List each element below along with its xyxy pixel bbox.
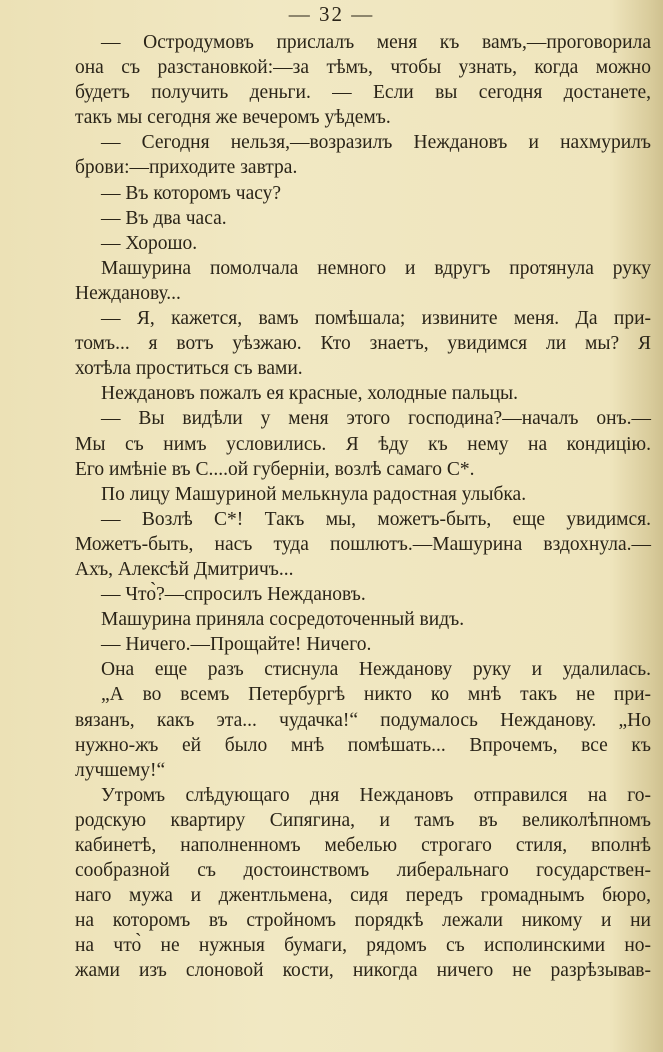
text-line: сообразной съ достоинствомъ либеральнаго государствен- — [75, 860, 651, 882]
text-line: Мы съ нимъ условились. Я ѣду къ нему на кондицію. — [75, 433, 651, 455]
text-line: — Хорошо. — [101, 232, 198, 254]
text-line: — Что̀?—спросилъ Неждановъ. — [101, 584, 366, 606]
text-line: — Вы видѣли у меня этого господина?—началъ онъ.— — [101, 408, 651, 430]
text-line: нужно-жъ ей было мнѣ помѣшать... Впрочемъ, все къ — [75, 734, 651, 756]
text-line: лучшему!“ — [75, 759, 166, 781]
text-line: кабинетѣ, наполненномъ мебелью строгаго стиля, вполнѣ — [75, 835, 651, 856]
text-line: — Я, кажется, вамъ помѣшала; извините меня. Да при- — [101, 308, 651, 330]
text-line: томъ... я вотъ уѣзжаю. Кто знаетъ, увидимся ли мы? Я — [75, 333, 651, 355]
text-line: — Остродумовъ прислалъ меня къ вамъ,—проговорила — [101, 32, 651, 53]
text-line: — Въ два часа. — [101, 207, 227, 229]
text-line: Машурина приняла сосредоточенный видъ. — [101, 609, 465, 631]
text-line: Можетъ-быть, насъ туда пошлютъ.—Машурина вздохнула.— — [75, 533, 651, 555]
text-line: — Возлѣ С*! Такъ мы, можетъ-быть, еще увидимся. — [101, 508, 651, 530]
text-line: По лицу Машуриной мелькнула радостная улыбка. — [101, 483, 527, 505]
text-line: на что̀ не нужныя бумаги, рядомъ съ исполинскими но- — [75, 935, 651, 957]
text-line: „А во всемъ Петербургѣ никто ко мнѣ такъ не при- — [101, 684, 651, 706]
text-line: брови:—приходите завтра. — [75, 157, 298, 179]
text-line: она съ разстановкой:—за тѣмъ, чтобы узнать, когда можно — [75, 57, 651, 79]
text-line: жами изъ слоновой кости, никогда ничего не разрѣзывав- — [75, 960, 651, 982]
text-line: родскую квартиру Сипягина, и тамъ въ великолѣпномъ — [75, 809, 651, 831]
page-body-text — [75, 30, 651, 984]
text-line: наго мужа и джентльмена, сидя передъ громаднымъ бюро, — [75, 885, 651, 907]
text-line: Она еще разъ стиснула Нежданову руку и удалилась. — [101, 659, 651, 681]
text-line: вязанъ, какъ эта... чудачка!“ подумалось Нежданову. „Но — [75, 709, 651, 731]
text-line: хотѣла проститься съ вами. — [75, 358, 303, 380]
text-line: — Въ которомъ часу? — [101, 182, 282, 204]
text-line: Машурина помолчала немного и вдругъ протянула руку — [101, 257, 651, 279]
text-line: будетъ получить деньги. — Если вы сегодня достанете, — [75, 82, 651, 104]
text-line: Утромъ слѣдующаго дня Неждановъ отправился на го- — [101, 784, 651, 806]
text-line: Нежданову... — [75, 282, 181, 304]
text-line: такъ мы сегодня же вечеромъ уѣдемъ. — [75, 107, 391, 129]
text-line: Неждановъ пожалъ ея красные, холодные пальцы. — [101, 383, 519, 405]
text-line: Ахъ, Алексѣй Дмитричъ... — [75, 558, 294, 580]
text-line: Его имѣніе въ С....ой губерніи, возлѣ самаго С*. — [75, 458, 475, 480]
text-line: — Сегодня нельзя,—возразилъ Неждановъ и нахмурилъ — [101, 132, 651, 154]
text-line: — Ничего.—Прощайте! Ничего. — [101, 634, 372, 656]
text-line: на которомъ въ стройномъ порядкѣ лежали никому и ни — [75, 910, 651, 932]
page-number: — 32 — — [288, 2, 375, 26]
